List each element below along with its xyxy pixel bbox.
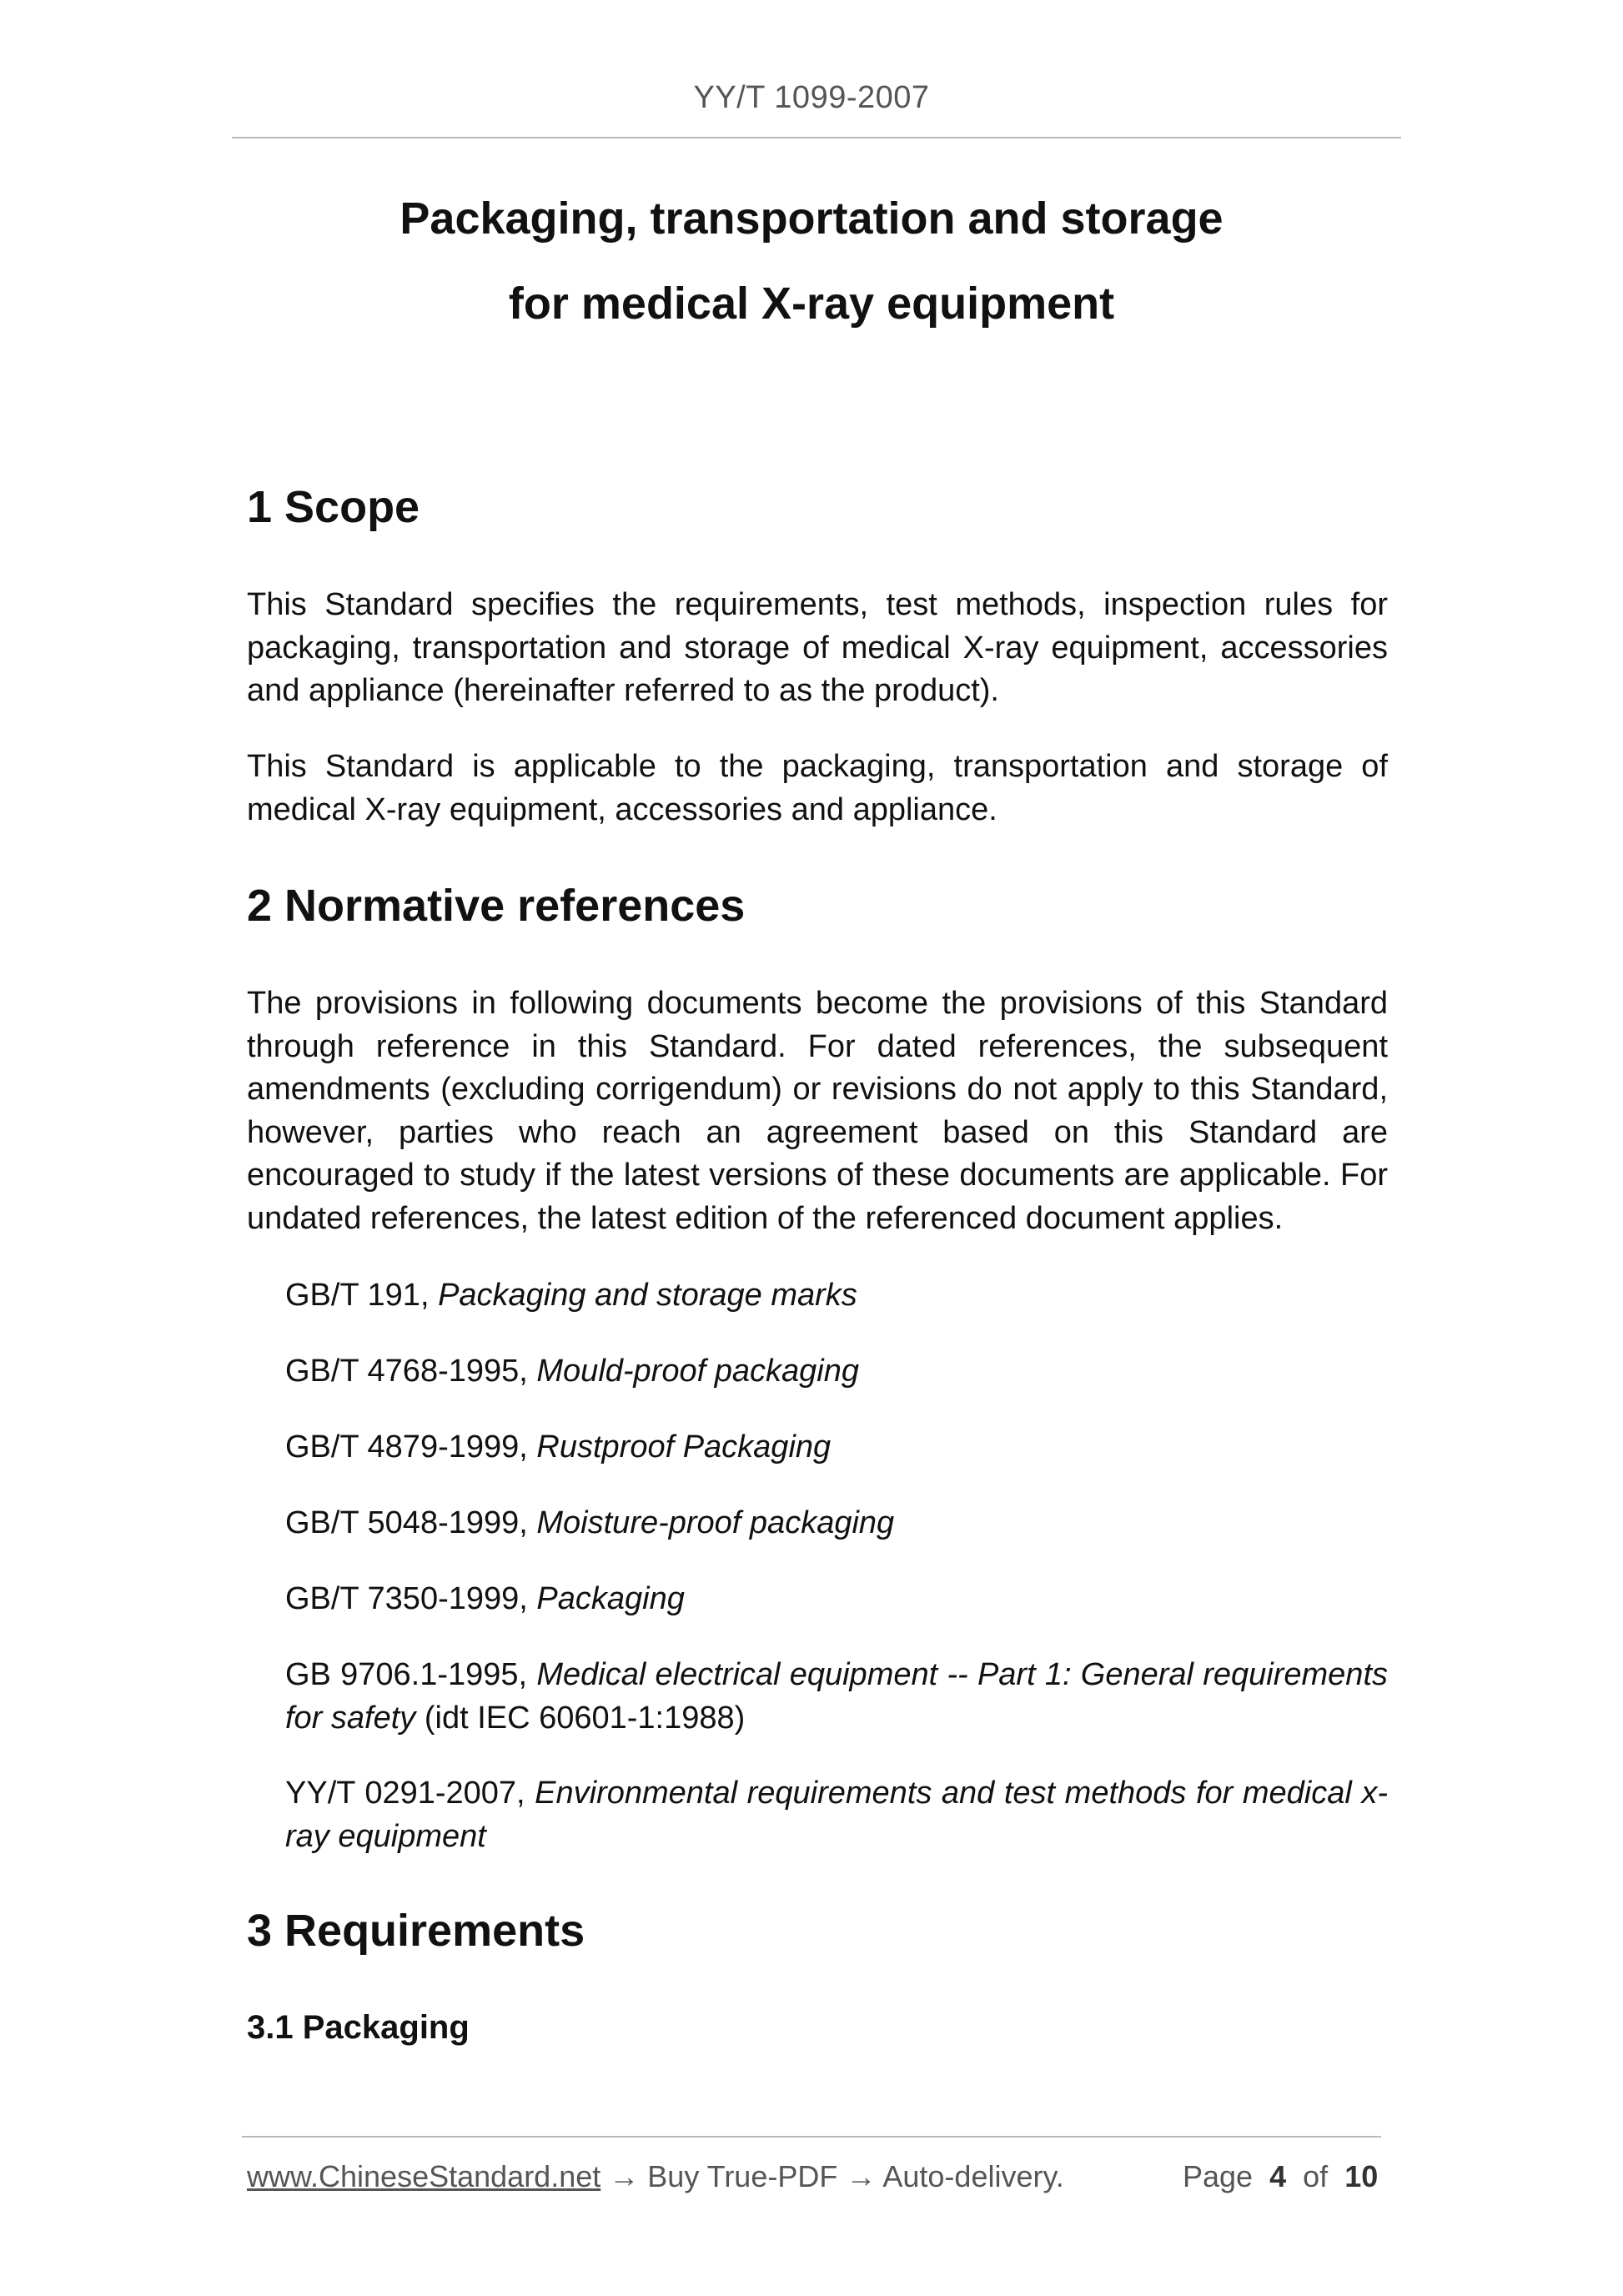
auto-delivery-text: Auto-delivery.: [882, 2159, 1064, 2193]
reference-title: Moisture-proof packaging: [536, 1505, 895, 1540]
section-heading-requirements: 3 Requirements: [247, 1906, 585, 1956]
reference-code: GB/T 4768-1995,: [285, 1354, 537, 1389]
reference-code: YY/T 0291-2007,: [285, 1776, 535, 1811]
footer-promo: [247, 2158, 1064, 2195]
footer-divider: [242, 2136, 1381, 2138]
reference-suffix: (idt IEC 60601-1:1988): [415, 1700, 746, 1736]
current-page-number: 4: [1269, 2159, 1287, 2193]
reference-code: GB 9706.1-1995,: [285, 1657, 537, 1692]
reference-title: Environmental requirements and test methods for medical x-ray equipment: [285, 1776, 1389, 1854]
document-title-line-1: Packaging, transportation and storage: [399, 193, 1224, 244]
reference-item: [285, 1350, 1388, 1394]
section-heading-normative-references: 2 Normative references: [247, 881, 746, 931]
scope-paragraph-1: This Standard specifies the requirements, test methods, inspection rules for packaging, transportation and storage of medical X-ray equipment, accessories and appliance (hereinafter referred to as the product).: [247, 587, 1388, 708]
reference-title: Mould-proof packaging: [536, 1354, 859, 1389]
reference-code: GB/T 5048-1999,: [285, 1505, 537, 1540]
reference-item: [285, 1578, 1388, 1621]
page-label: Page: [1183, 2159, 1254, 2193]
reference-item: [285, 1772, 1388, 1858]
reference-code: GB/T 191,: [285, 1278, 439, 1313]
arrow-right-icon: →: [609, 2159, 640, 2193]
document-code-header: YY/T 1099-2007: [693, 80, 930, 115]
reference-code: GB/T 4879-1999,: [285, 1429, 537, 1465]
reference-code: GB/T 7350-1999,: [285, 1581, 537, 1616]
page-indicator: [1183, 2158, 1378, 2195]
reference-title: Packaging: [536, 1581, 685, 1616]
scope-paragraph-2: This Standard is applicable to the packaging, transportation and storage of medical X-ray equipment, accessories and appliance.: [247, 749, 1388, 827]
document-title-line-2: for medical X-ray equipment: [508, 279, 1115, 329]
reference-item: [285, 1426, 1388, 1470]
reference-item: [285, 1502, 1388, 1545]
header-divider: [232, 137, 1401, 138]
section-heading-scope: 1 Scope: [247, 482, 420, 532]
normative-paragraph: The provisions in following documents become the provisions of this Standard through reference in this Standard. For dated references, the subsequent amendments (excluding corrigendum) or revisions do not apply to this Standard, however, parties who reach an agreement based on this Standard are encouraged to study if the latest versions of these documents are applicable. For undated references, the latest edition of the referenced document applies.: [247, 986, 1388, 1236]
reference-title: Medical electrical equipment -- Part 1: General requirements for safety: [285, 1657, 1388, 1736]
reference-title: Packaging and storage marks: [438, 1278, 857, 1313]
buy-pdf-text: Buy True-PDF: [647, 2159, 838, 2193]
subsection-heading-packaging: 3.1 Packaging: [247, 2009, 470, 2046]
reference-title: Rustproof Packaging: [536, 1429, 832, 1465]
reference-item: [285, 1654, 1388, 1740]
arrow-right-icon: →: [846, 2159, 877, 2193]
reference-item: [285, 1274, 1388, 1318]
total-pages-number: 10: [1344, 2159, 1379, 2193]
of-label: of: [1303, 2159, 1329, 2193]
website-link[interactable]: www.ChineseStandard.net: [247, 2159, 601, 2193]
